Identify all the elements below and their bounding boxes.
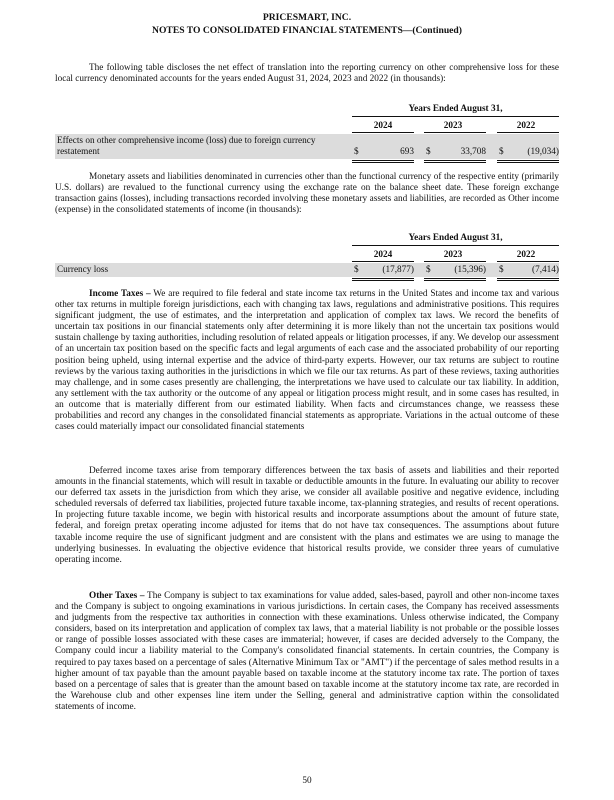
currency-symbol: $ <box>354 147 359 157</box>
page-number: 50 <box>302 776 312 786</box>
divider <box>352 245 559 246</box>
table-title: Years Ended August 31, <box>408 233 503 243</box>
divider <box>352 132 414 133</box>
value-2023: 33,708 <box>460 147 486 157</box>
income-taxes-paragraph <box>55 289 559 433</box>
divider <box>497 160 559 163</box>
divider <box>352 261 414 262</box>
divider <box>352 278 414 281</box>
translation-effect-table <box>55 103 559 165</box>
currency-symbol: $ <box>354 265 359 275</box>
table-row <box>55 263 559 277</box>
value-2023: (15,396) <box>454 265 486 275</box>
divider <box>497 278 559 281</box>
other-taxes-paragraph <box>55 591 559 713</box>
year-header: 2023 <box>443 121 463 131</box>
year-header: 2024 <box>373 121 393 131</box>
monetary-assets-paragraph: Monetary assets and liabilities denominated in currencies other than the functional currency of the respective entity (primarily U.S. dollars) are revalued to the functional currency using the exchange rate on the balance sheet date. These foreign exchange transaction gains (losses), including transactions recorded involving these monetary assets and liabilities, are recorded as Other income (expense) in the consolidated statements of income (in thousands): <box>55 172 559 216</box>
divider <box>424 261 486 262</box>
divider <box>497 261 559 262</box>
currency-symbol: $ <box>426 147 431 157</box>
divider <box>497 132 559 133</box>
year-header: 2022 <box>516 121 536 131</box>
page-subtitle: NOTES TO CONSOLIDATED FINANCIAL STATEMENTS—(Continued) <box>152 25 462 36</box>
divider <box>424 132 486 133</box>
currency-loss-table <box>55 232 559 282</box>
section-heading: Other Taxes – <box>89 591 145 601</box>
table-title: Years Ended August 31, <box>408 104 503 114</box>
paragraph-body: We are required to file federal and state income tax returns in the United States and income tax and various other tax returns in multiple foreign jurisdictions, each with changing tax laws, regulations and administrative positions. This requires significant judgment, the use of estimates, and the interpretation and application of complex tax laws. We record the benefits of uncertain tax positions in our financial statements only after determining it is more likely than not the uncertain tax positions would sustain challenge by taxing authorities, including resolution of related appeals or litigation processes, if any. We develop our assessment of an uncertain tax position based on the specific facts and legal arguments of each case and the associated probability of our reporting position being upheld, using internal expertise and the advice of third-party experts. However, our tax returns are subject to routine reviews by the various taxing authorities in the jurisdictions in which we file our tax returns. As part of these reviews, taxing authorities may challenge, and in some cases presently are challenging, the interpretations we have used to calculate our tax liability. In addition, any settlement with the tax authority or the outcome of any appeal or litigation process might result, and in some cases has resulted, in an outcome that is materially different from our estimated liability. When facts and circumstances change, we reassess these probabilities and record any changes in the consolidated financial statements as appropriate. Variations in the actual outcome of these cases could materially impact our consolidated financial statements <box>55 289 559 433</box>
value-2022: (19,034) <box>527 147 559 157</box>
row-label: Currency loss <box>57 265 109 275</box>
currency-symbol: $ <box>499 147 504 157</box>
intro-paragraph: The following table discloses the net effect of translation into the reporting currency on other comprehensive loss for these local currency denominated accounts for the years ended August 31, 2024, 2023 and 2022 (in thousands): <box>55 63 559 85</box>
row-label: Effects on other comprehensive income (loss) due to foreign currency <box>57 136 316 146</box>
currency-symbol: $ <box>499 265 504 275</box>
year-header: 2023 <box>443 250 463 260</box>
value-2024: 693 <box>400 147 414 157</box>
deferred-taxes-paragraph: Deferred income taxes arise from temporary differences between the tax basis of assets and liabilities and their reported amounts in the financial statements, which will result in taxable or deductible amounts in the future. In evaluating our ability to recover our deferred tax assets in the jurisdiction from which they arise, we consider all available positive and negative evidence, including scheduled reversals of deferred tax liabilities, projected future taxable income, tax-planning strategies, and results of recent operations. In projecting future taxable income, we begin with historical results and incorporate assumptions about the amount of future state, federal, and foreign pretax operating income adjusted for items that do not have tax consequences. The assumptions about future taxable income require the use of significant judgment and are consistent with the plans and estimates we are using to manage the underlying businesses. In evaluating the objective evidence that historical results provide, we consider three years of cumulative operating income. <box>55 466 559 565</box>
divider <box>352 116 559 117</box>
divider <box>424 278 486 281</box>
divider <box>424 160 486 163</box>
section-heading: Income Taxes – <box>89 289 151 299</box>
currency-symbol: $ <box>426 265 431 275</box>
paragraph-body: The Company is subject to tax examinations for value added, sales-based, payroll and other non-income taxes and the Company is subject to ongoing examinations in various jurisdictions. In certain cases, the Company has received assessments and judgments from the respective tax authorities in connection with these examinations. Unless otherwise indicated, the Company considers, based on its interpretation and application of complex tax laws, that a material liability is not probable or the possible losses or range of possible losses associated with these cases are immaterial; however, if cases are decided adversely to the Company, the Company could incur a liability material to the Company's consolidated financial statements. In certain countries, the Company is required to pay taxes based on a percentage of sales (Alternative Minimum Tax or "AMT") if the percentage of sales method results in a higher amount of tax payable than the amount payable based on taxable income at the statutory income tax rate. The portion of taxes based on a percentage of sales that is greater than the amount based on taxable income at the statutory income tax rate, are recorded in the Warehouse club and other expenses line item under the Selling, general and administrative caption within the consolidated statements of income. <box>55 591 559 712</box>
year-header: 2022 <box>516 250 536 260</box>
year-header: 2024 <box>373 250 393 260</box>
company-name: PRICESMART, INC. <box>262 12 352 23</box>
value-2024: (17,877) <box>382 265 414 275</box>
value-2022: (7,414) <box>532 265 559 275</box>
row-label: restatement <box>57 147 100 157</box>
table-row <box>55 134 559 159</box>
divider <box>352 160 414 163</box>
